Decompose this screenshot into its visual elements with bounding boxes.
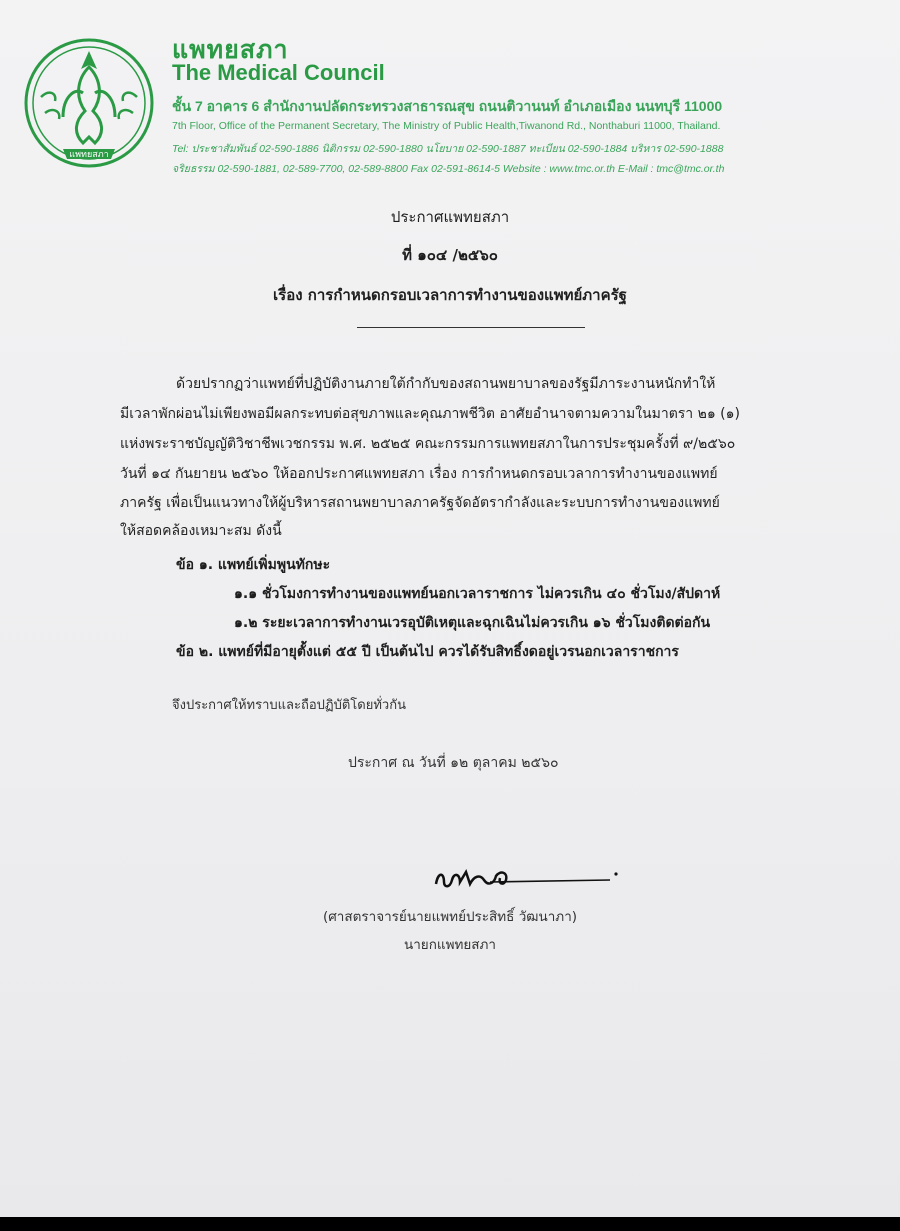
body-line: วันที่ ๑๔ กันยายน ๒๕๖๐ ให้ออกประกาศแพทยสภา เรื่อง การกำหนดกรอบเวลาการทำงานของแพทย์ xyxy=(120,466,718,482)
org-name-thai: แพทยสภา xyxy=(172,35,289,64)
phone-numbers: Tel: ประชาสัมพันธ์ 02-590-1886 นิติกรรม 02-590-1880 นโยบาย 02-590-1887 ทะเบียน 02-590-1884 บริหาร 02-590-1888 xyxy=(172,143,724,155)
body-line: ให้สอดคล้องเหมาะสม ดังนี้ xyxy=(120,523,282,539)
body-line: ด้วยปรากฏว่าแพทย์ที่ปฏิบัติงานภายใต้กำกับของสถานพยาบาลของรัฐมีภาระงานหนักทำให้ xyxy=(176,376,716,392)
org-name-english: The Medical Council xyxy=(172,60,385,85)
announcement-date: ประกาศ ณ วันที่ ๑๒ ตุลาคม ๒๕๖๐ xyxy=(348,755,559,771)
body-line: มีเวลาพักผ่อนไม่เพียงพอมีผลกระทบต่อสุขภาพและคุณภาพชีวิต อาศัยอำนาจตามความในมาตรา ๒๑ (๑) xyxy=(120,406,740,422)
medical-council-logo xyxy=(23,37,155,169)
address-thai: ชั้น 7 อาคาร 6 สำนักงานปลัดกระทรวงสาธารณสุข ถนนติวานนท์ อำเภอเมือง นนทบุรี 11000 xyxy=(172,98,723,114)
svg-text:แพทยสภา: แพทยสภา xyxy=(69,150,109,160)
signature-image xyxy=(430,858,620,898)
announcement-subject: เรื่อง การกำหนดกรอบเวลาการทำงานของแพทย์ภาครัฐ xyxy=(273,286,627,304)
announcement-heading: ประกาศแพทยสภา xyxy=(390,208,510,226)
signatory-name: (ศาสตราจารย์นายแพทย์ประสิทธิ์ วัฒนาภา) xyxy=(322,909,578,925)
item-2: ข้อ ๒. แพทย์ที่มีอายุตั้งแต่ ๕๕ ปี เป็นต้นไป ควรได้รับสิทธิ์งดอยู่เวรนอกเวลาราชการ xyxy=(176,644,679,660)
title-divider xyxy=(357,327,585,328)
address-english: 7th Floor, Office of the Permanent Secretary, The Ministry of Public Health,Tiwanond Rd., Nonthaburi 11000, Thailand. xyxy=(172,120,721,132)
closing-statement: จึงประกาศให้ทราบและถือปฏิบัติโดยทั่วกัน xyxy=(172,698,406,713)
body-line: ภาครัฐ เพื่อเป็นแนวทางให้ผู้บริหารสถานพยาบาลภาครัฐจัดอัตรากำลังและระบบการทำงานของแพทย์ xyxy=(120,495,720,511)
signatory-title: นายกแพทยสภา xyxy=(403,937,497,953)
item-1: ข้อ ๑. แพทย์เพิ่มพูนทักษะ xyxy=(176,557,331,573)
item-1-1: ๑.๑ ชั่วโมงการทำงานของแพทย์นอกเวลาราชการ ไม่ควรเกิน ๔๐ ชั่วโมง/สัปดาห์ xyxy=(234,586,721,602)
body-line: แห่งพระราชบัญญัติวิชาชีพเวชกรรม พ.ศ. ๒๕๒๕ คณะกรรมการแพทยสภาในการประชุมครั้งที่ ๙/๒๕๖๐ xyxy=(120,436,736,452)
announcement-number: ที่ ๑๐๔ /๒๕๖๐ xyxy=(402,246,498,264)
contact-info: จริยธรรม 02-590-1881, 02-589-7700, 02-589-8800 Fax 02-591-8614-5 Website : www.tmc.or.th E-Mail : tmc@tmc.or.th xyxy=(172,163,725,175)
item-1-2: ๑.๒ ระยะเวลาการทำงานเวรอุบัติเหตุและฉุกเฉินไม่ควรเกิน ๑๖ ชั่วโมงติดต่อกัน xyxy=(234,615,711,631)
